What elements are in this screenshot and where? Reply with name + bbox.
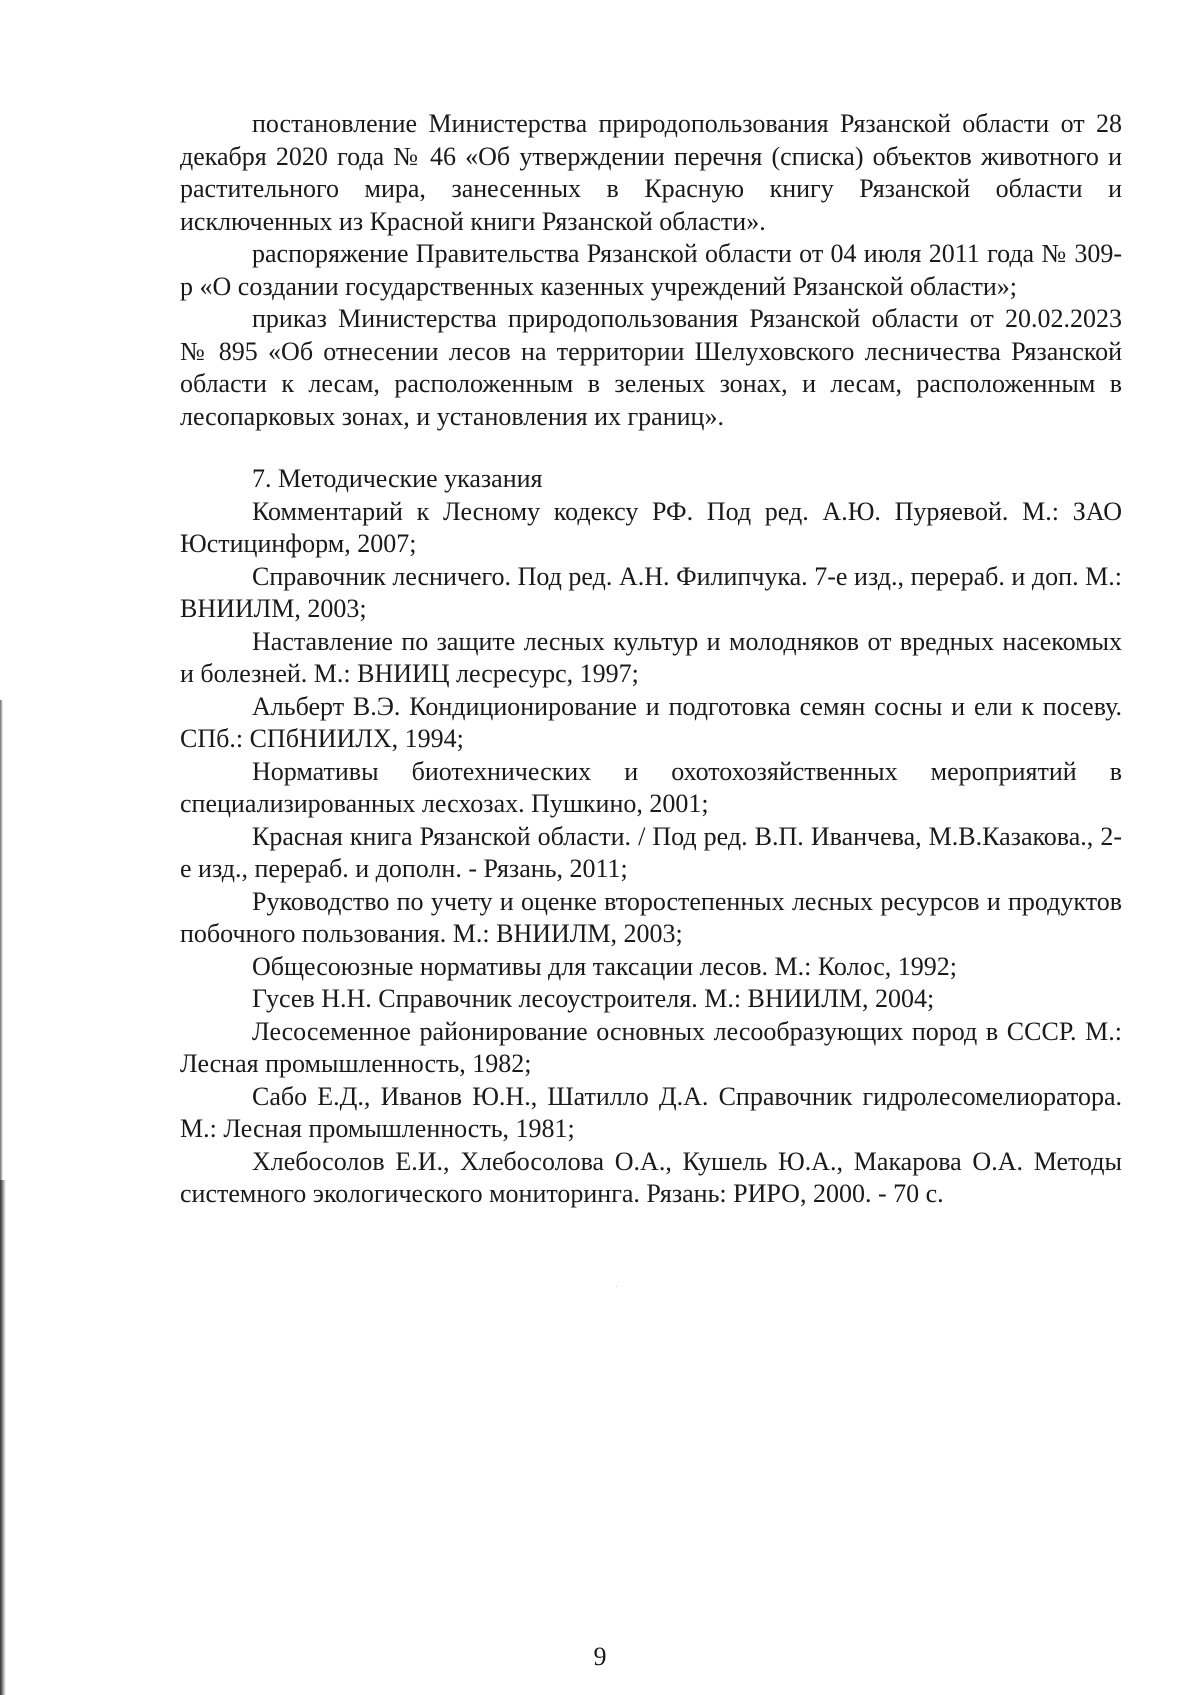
legal-act-item: распоряжение Правительства Рязанской области от 04 июля 2011 года № 309-р «О создании государственных казенных учреждений Рязанской области»; bbox=[180, 239, 1122, 301]
reference-item: Наставление по защите лесных культур и молодняков от вредных насекомых и болезней. М.: ВНИИЦ лесресурс, 1997; bbox=[180, 626, 1122, 688]
reference-item: Сабо Е.Д., Иванов Ю.Н., Шатилло Д.А. Справочник гидролесомелиоратора. М.: Лесная промышленность, 1981; bbox=[180, 1081, 1122, 1143]
reference-item: Красная книга Рязанской области. / Под ред. В.П. Иванчева, М.В.Казакова., 2-е изд., перераб. и дополн. - Рязань, 2011; bbox=[180, 821, 1122, 883]
reference-item: Руководство по учету и оценке второстепенных лесных ресурсов и продуктов побочного пользования. М.: ВНИИЛМ, 2003; bbox=[180, 886, 1122, 948]
reference-item: Лесосеменное районирование основных лесообразующих пород в СССР. М.: Лесная промышленность, 1982; bbox=[180, 1016, 1122, 1078]
reference-item: Комментарий к Лесному кодексу РФ. Под ред. А.Ю. Пуряевой. М.: ЗАО Юстицинформ, 2007; bbox=[180, 496, 1122, 558]
legal-act-item: постановление Министерства природопользования Рязанской области от 28 декабря 2020 года № 46 «Об утверждении перечня (списка) объектов животного и растительного мира, занесенных в Красную книгу Рязанской области и исключенных из Красной книги Рязанской области». bbox=[180, 109, 1122, 236]
reference-item: Альберт В.Э. Кондиционирование и подготовка семян сосны и ели к посеву. СПб.: СПбНИИЛХ, 1994; bbox=[180, 691, 1122, 753]
reference-item: Хлебосолов Е.И., Хлебосолова О.А., Кушель Ю.А., Макарова О.А. Методы системного экологического мониторинга. Рязань: РИРО, 2000. - 70 с. bbox=[180, 1146, 1122, 1208]
legal-acts-list bbox=[180, 108, 1122, 433]
scan-speck bbox=[616, 1286, 617, 1287]
page-content bbox=[180, 108, 1122, 1211]
scan-edge-shadow-dark bbox=[0, 1180, 6, 1695]
reference-item: Справочник лесничего. Под ред. А.Н. Филипчука. 7-е изд., перераб. и доп. М.: ВНИИЛМ, 2003; bbox=[180, 561, 1122, 623]
references-list bbox=[180, 496, 1122, 1211]
legal-act-item: приказ Министерства природопользования Рязанской области от 20.02.2023 № 895 «Об отнесении лесов на территории Шелуховского лесничества Рязанской области к лесам, расположенным в зеленых зонах, и лесам, расположенным в лесопарковых зонах, и установления их границ». bbox=[180, 304, 1122, 431]
section-heading: 7. Методические указания bbox=[252, 464, 543, 493]
reference-item: Общесоюзные нормативы для таксации лесов. М.: Колос, 1992; bbox=[252, 951, 957, 981]
page-number: 9 bbox=[593, 1642, 607, 1671]
reference-item: Гусев Н.Н. Справочник лесоустроителя. М.: ВНИИЛМ, 2004; bbox=[252, 984, 935, 1013]
reference-item: Нормативы биотехнических и охотохозяйственных мероприятий в специализированных лесхозах. Пушкино, 2001; bbox=[180, 756, 1122, 818]
